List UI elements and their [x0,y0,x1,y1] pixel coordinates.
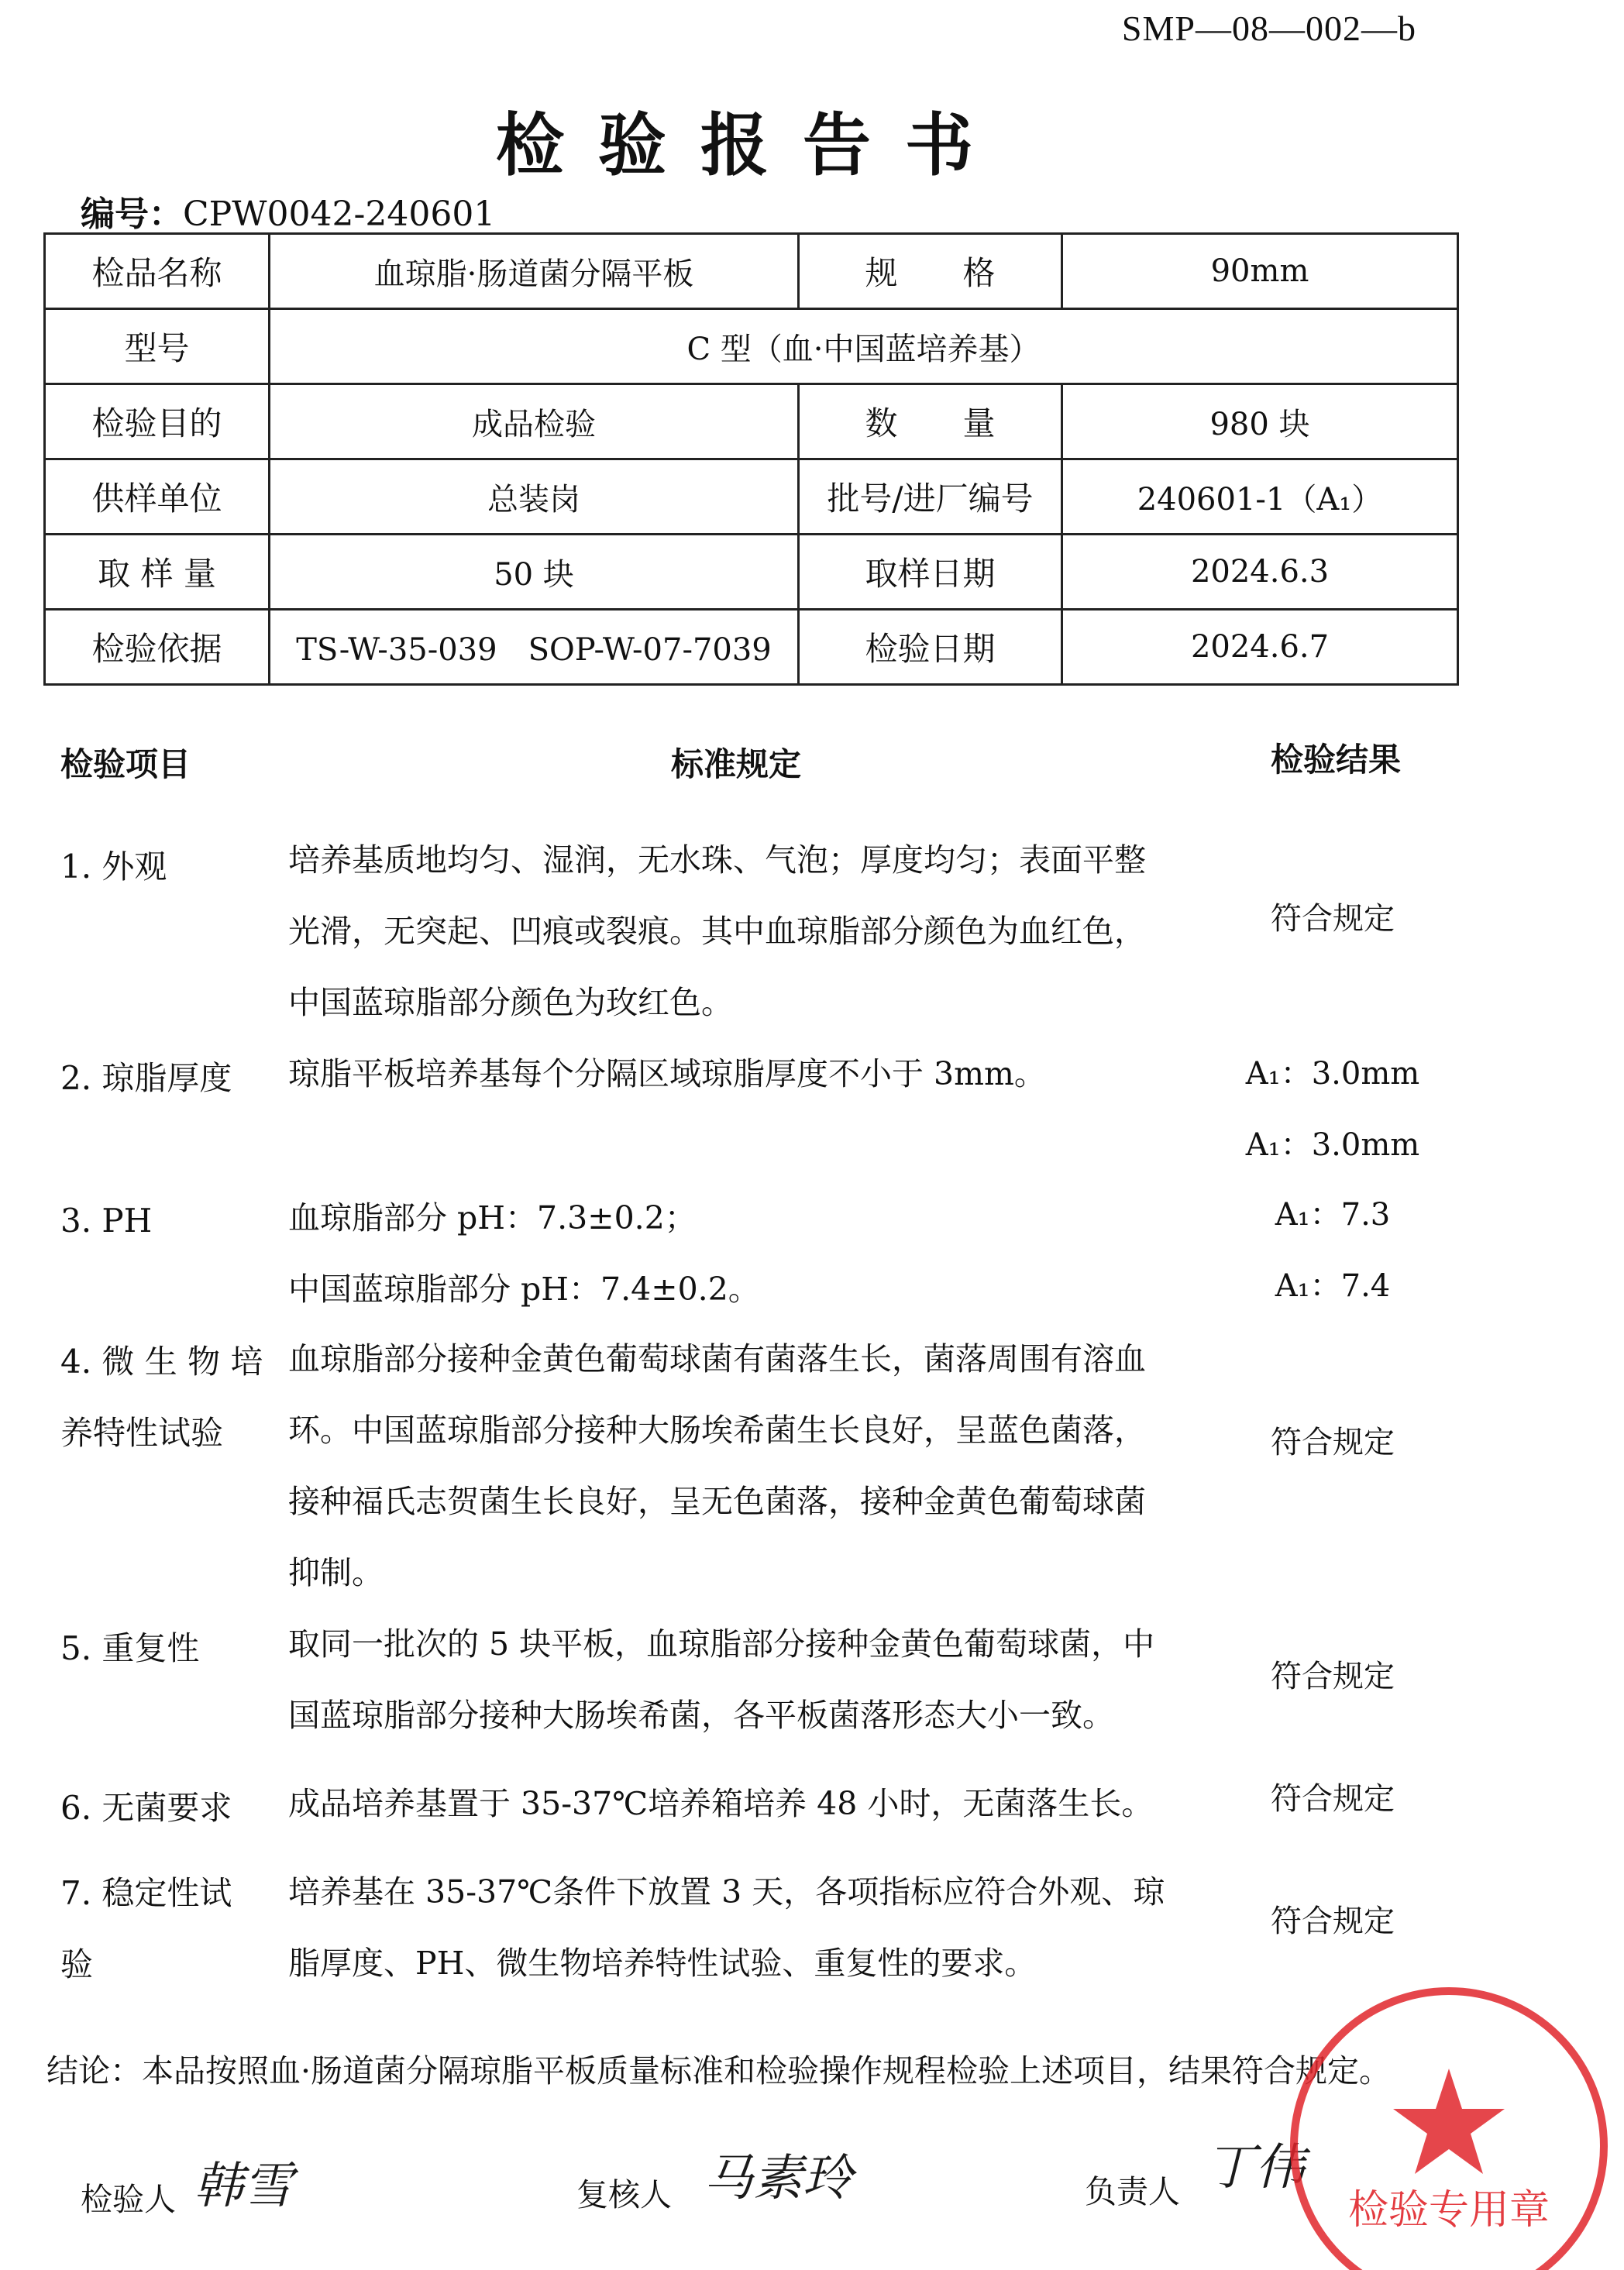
purpose-label: 检验目的 [45,384,270,459]
table-row [45,610,1458,685]
table-row [45,234,1458,309]
header-result: 检验结果 [1271,741,1402,779]
item-standard: 血琼脂部分接种金黄色葡萄球菌有菌落生长，菌落周围有溶血 环。中国蓝琼脂部分接种大肠埃希菌生长良好，呈蓝色菌落， 接种福氏志贺菌生长良好，呈无色菌落，接种金黄色葡萄球菌 抑制。 [288,1340,1146,1591]
product-name-value: 血琼脂·肠道菌分隔平板 [270,234,799,309]
item-standard: 取同一批次的 5 块平板，血琼脂部分接种金黄色葡萄球菌，中 国蓝琼脂部分接种大肠埃希菌，各平板菌落形态大小一致。 [288,1625,1155,1734]
sample-date-label: 取样日期 [799,535,1062,610]
spec-value: 90mm [1062,234,1458,309]
item-standard: 培养基在 35-37℃条件下放置 3 天，各项指标应符合外观、琼 脂厚度、PH、微生物培养特性试验、重复性的要求。 [288,1873,1165,1982]
test-date-value: 2024.6.7 [1062,610,1458,685]
report-title: 检验报告书 [495,105,1007,185]
item-name: 5. 重复性 [60,1629,200,1667]
table-row [45,459,1458,535]
supplier-label: 供样单位 [45,459,270,535]
supplier-value: 总装岗 [270,459,799,535]
item-result: 符合规定 [1271,1659,1395,1694]
table-row [45,535,1458,610]
item-result: A₁：7.3 A₁：7.4 [1275,1197,1391,1304]
product-name-label: 检品名称 [45,234,270,309]
item-result: 符合规定 [1271,1781,1395,1817]
item-standard: 琼脂平板培养基每个分隔区域琼脂厚度不小于 3mm。 [288,1055,1046,1092]
batch-value: 240601-1（A₁） [1062,459,1458,535]
item-standard: 成品培养基置于 35-37℃培养箱培养 48 小时，无菌落生长。 [288,1785,1154,1822]
item-standard: 培养基质地均匀、湿润，无水珠、气泡；厚度均匀；表面平整 光滑，无突起、凹痕或裂痕。其中血琼脂部分颜色为血红色， 中国蓝琼脂部分颜色为玫红色。 [288,841,1146,1021]
header-standard: 标准规定 [671,745,802,783]
item-result: 符合规定 [1271,901,1395,937]
header-test-item: 检验项目 [60,745,191,783]
report-number-value: CPW0042-240601 [183,194,496,234]
item-name: 3. PH [60,1202,153,1240]
seal-purpose-text: 检验专用章 [1347,2187,1550,2234]
item-name: 4. 微 生 物 培 养特性试验 [60,1343,263,1452]
model-value: C 型（血·中国蓝培养基） [270,309,1458,384]
sample-amount-label: 取 样 量 [45,535,270,610]
item-result: 符合规定 [1271,1425,1395,1460]
test-date-label: 检验日期 [799,610,1062,685]
spec-label: 规 格 [799,234,1062,309]
sample-info-table [43,232,1459,686]
inspector-signature: 韩雪 [194,2158,293,2215]
document-code: SMP—08—002—b [1121,9,1416,48]
report-number [81,186,495,236]
reviewer-signature: 马素玲 [704,2150,852,2207]
quantity-value: 980 块 [1062,384,1458,459]
basis-label: 检验依据 [45,610,270,685]
sample-date-value: 2024.6.3 [1062,535,1458,610]
inspection-seal-icon [1232,1968,1619,2270]
item-result: 符合规定 [1271,1904,1395,1939]
report-number-label: 编号： [81,194,183,234]
purpose-value: 成品检验 [270,384,799,459]
item-name: 1. 外观 [60,848,167,886]
reviewer-label: 复核人 [576,2176,672,2213]
item-result: A₁：3.0mm A₁：3.0mm [1245,1056,1420,1163]
conclusion: 结论：本品按照血·肠道菌分隔琼脂平板质量标准和检验操作规程检验上述项目，结果符合规定。 [46,2052,1392,2089]
item-name: 7. 稳定性试 验 [60,1874,232,1983]
basis-value: TS-W-35-039 SOP-W-07-7039 [270,610,799,685]
supervisor-label: 负责人 [1085,2173,1180,2210]
supervisor-signature: 丁伟 [1206,2139,1305,2196]
model-label: 型号 [45,309,270,384]
table-row [45,309,1458,384]
inspector-label: 检验人 [81,2181,176,2218]
table-row [45,384,1458,459]
batch-label: 批号/进厂编号 [799,459,1062,535]
sample-amount-value: 50 块 [270,535,799,610]
item-standard: 血琼脂部分 pH：7.3±0.2； 中国蓝琼脂部分 pH：7.4±0.2。 [288,1199,760,1308]
item-name: 2. 琼脂厚度 [60,1059,232,1097]
quantity-label: 数 量 [799,384,1062,459]
item-name: 6. 无菌要求 [60,1789,232,1827]
